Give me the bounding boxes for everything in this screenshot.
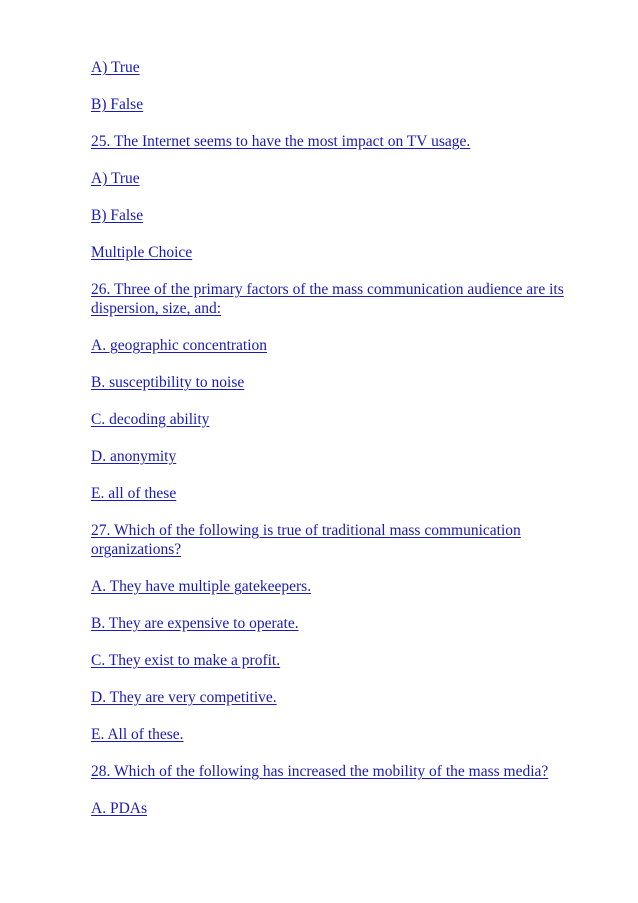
section-heading-multiple-choice[interactable]: Multiple Choice [91,244,193,261]
q26-option-c[interactable]: C. decoding ability [91,411,210,428]
q27-option-c[interactable]: C. They exist to make a profit. [91,652,281,669]
q28-option-a[interactable]: A. PDAs [91,800,147,817]
question-28[interactable]: 28. Which of the following has increased the mobility of the mass media? [91,763,549,780]
question-26[interactable]: 26. Three of the primary factors of the mass communication audience are its dispersion, size, and: [91,281,564,317]
q26-option-a[interactable]: A. geographic concentration [91,337,268,354]
q27-option-d[interactable]: D. They are very competitive. [91,689,277,706]
document-page [91,58,581,836]
answer-a-true[interactable]: A) True [91,59,140,76]
question-25[interactable]: 25. The Internet seems to have the most impact on TV usage. [91,133,471,150]
q25-answer-b[interactable]: B) False [91,207,144,224]
q26-option-e[interactable]: E. all of these [91,485,177,502]
q27-option-e[interactable]: E. All of these. [91,726,184,743]
q27-option-b[interactable]: B. They are expensive to operate. [91,615,299,632]
answer-b-false[interactable]: B) False [91,96,144,113]
q27-option-a[interactable]: A. They have multiple gatekeepers. [91,578,312,595]
q26-option-b[interactable]: B. susceptibility to noise [91,374,245,391]
question-27[interactable]: 27. Which of the following is true of traditional mass communication organizations? [91,522,521,558]
q26-option-d[interactable]: D. anonymity [91,448,177,465]
q25-answer-a[interactable]: A) True [91,170,140,187]
